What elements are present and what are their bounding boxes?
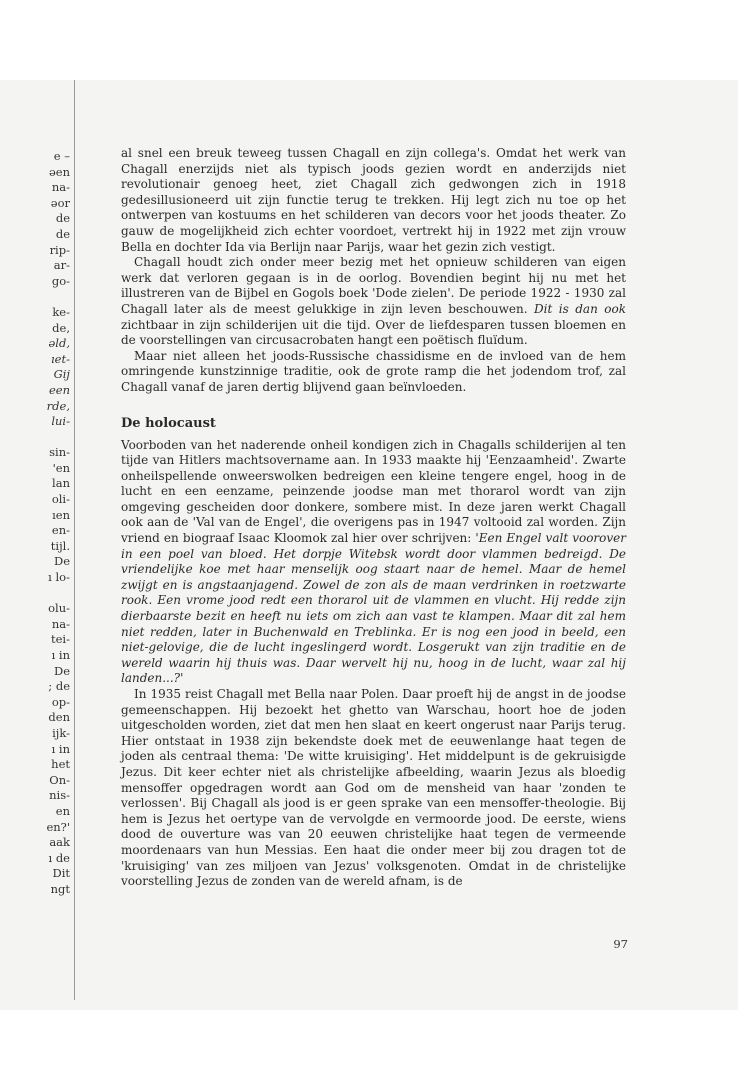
previous-page-fragment: ı in — [51, 648, 70, 662]
paragraph-2-italic: Dit is dan ook — [534, 301, 626, 316]
previous-page-fragment: nis- — [49, 788, 70, 803]
previous-page-fragment: de — [55, 226, 70, 241]
previous-page-fragment: den — [48, 710, 70, 725]
paragraph-3: Maar niet alleen het joods-Russische chassidisme en de invloed van de hem omringende kunstzinnige traditie, ook de grote ramp die het jodendom trof, zal Chagall vanaf de jaren dertig blijvend gaan beïnvloeden. — [121, 348, 626, 394]
previous-page-fragment: go- — [51, 273, 70, 288]
previous-page-fragment: tei- — [51, 632, 70, 647]
previous-page-fragment: ıet- — [51, 351, 70, 366]
previous-page-fragment: olu- — [48, 601, 70, 616]
previous-page-fragment: na- — [51, 180, 70, 195]
previous-page-fragment: ıen — [52, 507, 70, 522]
previous-page-fragment: op- — [51, 694, 70, 709]
paragraph-4 — [121, 438, 626, 688]
previous-page-fragment: ı in — [51, 741, 70, 756]
previous-page-fragment: lui- — [51, 414, 70, 429]
previous-page-fragment: De — [53, 554, 70, 569]
previous-page-fragment: ı lo- — [48, 570, 70, 585]
previous-page-fragment: On- — [49, 772, 70, 787]
paragraph-5: In 1935 reist Chagall met Bella naar Polen. Daar proeft hij de angst in de joodse gemeenschappen. Hij bezoekt het ghetto van Warschau, hoort hoe de joden uitgescholden worden, ziet dat men hen slaat en keert ongerust naar Parijs terug. Hier ontstaat in 1938 zijn bekendste doek met de eeuwenlange haat tegen de joden als centraal thema: 'De witte kruisiging'. Het middelpunt is de gekruisigde Jezus. Dit keer echter niet als christelijke afbeelding, waarin Jezus als bloedig mensoffer opgedragen wordt aan God om de mensheid van haar 'zonden te verlossen'. Bij Chagall als jood is er geen sprake van een mensoffer-theologie. Bij hem is Jezus het oertype van de vervolgde en vermoorde jood. De eerste, wiens dood de ouverture was van 20 eeuwen christelijke haat tegen de vermeende moordenaars van hun Messias. Een haat die onder meer bij zou dragen tot de 'kruisiging' van zes miljoen van Jezus' volksgenoten. Omdat in de christelijke voorstelling Jezus de zonden van de wereld afnam, is de — [121, 687, 626, 889]
previous-page-fragment: oli- — [51, 492, 70, 507]
previous-page-fragment: de, — [52, 320, 70, 335]
previous-page-fragment — [0, 289, 70, 305]
previous-page-fragment: een — [48, 382, 70, 397]
previous-page-fragment: ; de — [48, 679, 70, 694]
paragraph-1: al snel een breuk teweeg tussen Chagall en zijn collega's. Omdat het werk van Chagall enerzijds niet als typisch joods gezien wordt en anderzijds niet revolutionair genoeg heet, ziet Chagall zich gedwongen zich in 1918 gedesillusioneerd uit zijn functie terug te trekken. Hij legt zich nu toe op het ontwerpen van kostuums en het schilderen van decors voor het joods theater. Zo gauw de mogelijkheid zich echter voordoet, vertrekt hij in 1922 met zijn vrouw Bella en dochter Ida via Berlijn naar Parijs, waar het gezin zich vestigt. — [121, 146, 626, 254]
previous-page-fragment: ar- — [53, 258, 70, 273]
main-text-column — [121, 146, 626, 890]
previous-page-fragment: De — [53, 663, 70, 678]
previous-page-fragment — [0, 430, 70, 446]
section-heading: De holocaust — [121, 415, 216, 431]
page-number: 97 — [613, 937, 628, 951]
previous-page-fragment: rip- — [49, 242, 70, 257]
paragraph-2-text-b: zichtbaar in zijn schilderijen uit die tijd. Over de liefdesparen tussen bloemen en de voorstellingen van circusacrobaten hangt een poëtisch fluïdum. — [121, 317, 626, 348]
previous-page-fragment: ngt — [50, 881, 70, 896]
previous-page-column — [0, 149, 70, 898]
kloomok-quote: 'Een Engel valt voorover in een poel van bloed. Het dorpje Witebsk wordt door vlammen bedreigd. De vriendelijke koe met haar menselijk oog staart naar de hemel. Maar de hemel zwijgt en is angstaanjagend. Zowel de zon als de maan verdrinken in roetzwarte rook. Een vrome jood redt een thorarol uit de vlammen en vlucht. Hij redde zijn dierbaarste bezit en heeft nu iets om zich aan vast te klampen. Maar dit zal hem niet redden, later in Buchenwald en Treblinka. Er is nog een jood in beeld, een niet-gelovige, die de lucht ingeslingerd wordt. Losgerukt van zijn traditie en de wereld waarin hij thuis was. Daar wervelt hij nu, hoog in de lucht, waar zal hij landen...?' — [121, 531, 627, 686]
previous-page-fragment: en- — [51, 523, 70, 538]
previous-page-fragment: lan — [52, 476, 70, 491]
previous-page-fragment: Gij — [53, 367, 70, 382]
previous-page-fragment: ı de — [48, 850, 70, 865]
previous-page-fragment: ke- — [52, 304, 70, 319]
paragraph-2-text-a: Chagall houdt zich onder meer bezig met het opnieuw schilderen van eigen werk dat verloren gegaan is in de oorlog. Bovendien begint hij nu met het illustreren van de Bijbel en Gogols boek 'Dode zielen'. De periode 1922 - 1930 zal Chagall later als de meest gelukkige in zijn leven beschouwen. — [121, 255, 626, 316]
gutter-line — [74, 80, 75, 1000]
previous-page-fragment: aak — [49, 835, 70, 850]
previous-page-fragment: 'en — [52, 460, 70, 475]
previous-page-fragment: en — [55, 803, 70, 818]
previous-page-fragment: ijk- — [52, 725, 70, 740]
previous-page-fragment: sin- — [49, 445, 70, 460]
previous-page-fragment — [0, 586, 70, 602]
previous-page-fragment: het — [51, 757, 70, 772]
previous-page-fragment: na- — [51, 616, 70, 631]
previous-page-fragment: de — [55, 211, 70, 226]
previous-page-fragment: rde, — [46, 398, 70, 413]
previous-page-fragment: əor — [50, 195, 70, 210]
paragraph-4-text: Voorboden van het naderende onheil kondigen zich in Chagalls schilderijen al ten tijde van Hitlers machtsovername aan. In 1933 maakte hij 'Eenzaamheid'. Zwarte onheilspellende onweerswolken bedreigen een kleine tengere engel, hoog in de lucht en een eenzame, peinzende joodse man met thorarol wordt van zijn omgeving gescheiden door donkere, sombere mist. In deze jaren werkt Chagall ook aan de 'Val van de Engel', die overigens pas in 1947 voltooid zal worden. Zijn vriend en biograaf Isaac Kloomok zal hier over schrijven: — [121, 437, 626, 546]
previous-page-fragment: əen — [48, 164, 70, 179]
previous-page-fragment: tijl. — [50, 538, 70, 553]
previous-page-fragment: Dit — [52, 866, 70, 881]
previous-page-fragment: e – — [53, 149, 70, 163]
previous-page-fragment: en?' — [46, 819, 70, 834]
previous-page-fragment: əld, — [48, 336, 70, 351]
paragraph-2 — [121, 255, 626, 349]
